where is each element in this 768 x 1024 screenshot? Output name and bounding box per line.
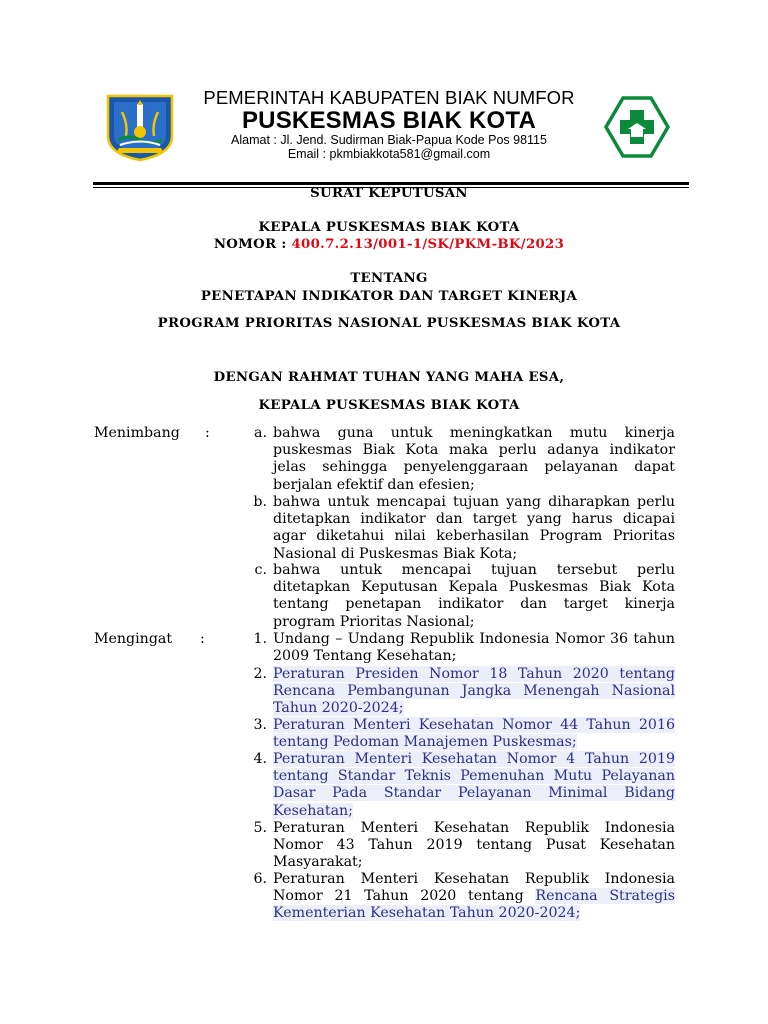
issuer: KEPALA PUSKESMAS BIAK KOTA [258,220,520,235]
mengingat-label: Mengingat [94,631,173,647]
list-marker: a. [254,425,267,441]
email: Email : pkmbiakkota581@gmail.com [287,147,491,161]
decree-number [0,237,768,252]
menimbang-label: Menimbang [94,425,180,441]
list-item: bahwa untuk mencapai tujuan yang diharapkan perlu ditetapkan indikator dan target yang harus dicapai agar diketahui nilai keberhasilan Program Prioritas Nasional di Puskesmas Biak Kota; [273,494,675,562]
list-marker: b. [253,494,267,510]
list-marker: 1. [253,631,267,647]
highlighted-text: Peraturan Menteri Kesehatan Nomor 4 Tahun 2019 tentang Standar Teknis Pemenuhan Mutu Pelayanan Dasar Pada Standar Pelayanan Minimal Bidang Kesehatan; [273,751,675,819]
header-rule-thick [93,182,689,185]
mengingat-colon: : [200,631,205,647]
list-item [273,871,675,923]
list-marker: 4. [253,751,267,767]
issuer-repeat: KEPALA PUSKESMAS BIAK KOTA [258,398,520,413]
address: Alamat : Jl. Jend. Sudirman Biak-Papua Kode Pos 98115 [231,133,547,147]
tentang: TENTANG [350,271,428,286]
list-marker: 2. [253,666,267,682]
highlighted-text: Peraturan Presiden Nomor 18 Tahun 2020 tentang Rencana Pembangunan Jangka Menengah Nasional Tahun 2020-2024; [273,666,675,717]
institution-name: PUSKESMAS BIAK KOTA [241,107,537,134]
list-item: bahwa guna untuk meningkatkan mutu kinerja puskesmas Biak Kota maka perlu adanya indikator jelas sehingga penyelenggaraan pelayanan dapat berjalan efektif dan efesien; [273,425,675,493]
list-marker: c. [254,562,267,578]
highlighted-text: Rencana Strategis Kementerian Kesehatan Tahun 2020-2024; [273,888,675,922]
subject-line-1: PENETAPAN INDIKATOR DAN TARGET KINERJA [200,289,578,304]
menimbang-colon: : [205,425,210,441]
doc-type: SURAT KEPUTUSAN [310,186,468,201]
list-item [273,717,675,751]
decree-number-value: 400.7.2.13/001-1/SK/PKM-BK/2023 [291,237,565,252]
highlighted-text: Peraturan Menteri Kesehatan Nomor 44 Tahun 2016 tentang Pedoman Manajemen Puskesmas; [273,717,675,751]
opening-phrase: DENGAN RAHMAT TUHAN YANG MAHA ESA, [213,370,565,385]
item-text-plain: Peraturan Menteri Kesehatan Republik Indonesia Nomor 21 Tahun 2020 tentang [273,871,675,905]
government-name: PEMERINTAH KABUPATEN BIAK NUMFOR [203,87,575,108]
list-item: Undang – Undang Republik Indonesia Nomor 36 tahun 2009 Tentang Kesehatan; [273,631,675,665]
decree-number-label: NOMOR : [213,237,287,252]
list-marker: 5. [253,820,267,836]
list-marker: 6. [253,871,267,887]
puskesmas-cross-icon [603,95,671,159]
list-item: Peraturan Menteri Kesehatan Republik Indonesia Nomor 43 Tahun 2019 tentang Pusat Kesehatan Masyarakat; [273,820,675,871]
list-marker: 3. [253,717,267,733]
subject-line-2: PROGRAM PRIORITAS NASIONAL PUSKESMAS BIAK KOTA [157,316,621,331]
list-item: bahwa untuk mencapai tujuan tersebut perlu ditetapkan Keputusan Kepala Puskesmas Biak Kota tentang penetapan indikator dan target kinerja program Prioritas Nasional; [273,562,675,630]
list-item [273,666,675,718]
list-item [273,751,675,820]
